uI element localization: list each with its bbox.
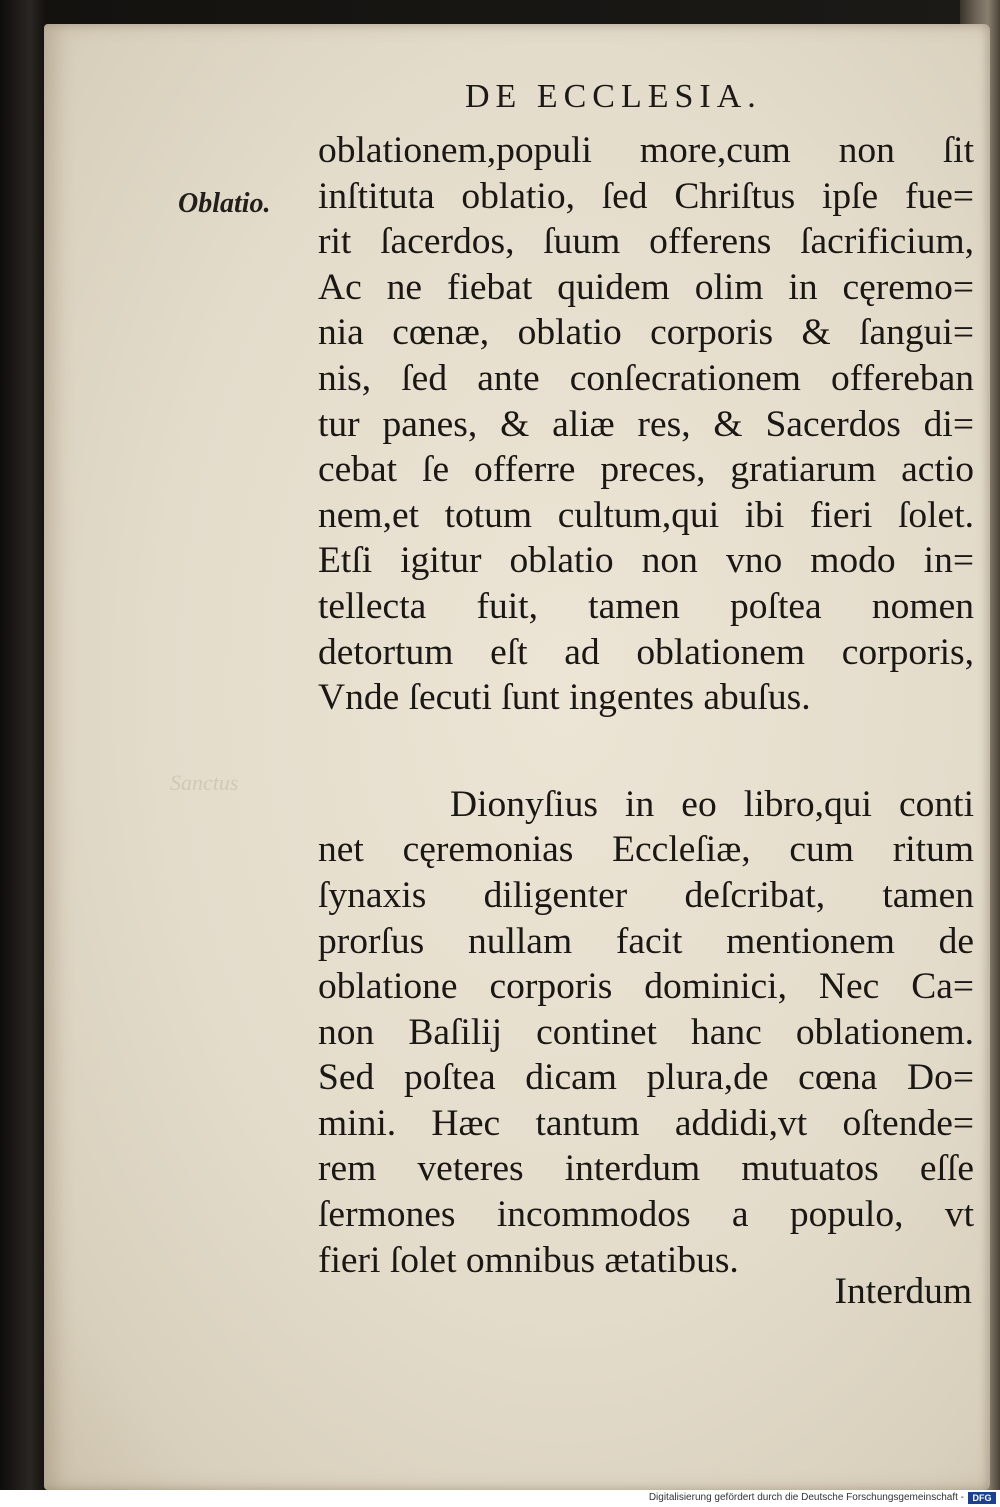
- funding-credit: Digitalisierung gefördert durch die Deutsche Forschungsgemeinschaft -: [648, 1492, 964, 1503]
- catchword: Interdum: [834, 1271, 972, 1312]
- bleed-through-text: Sanctus: [170, 770, 239, 795]
- dfg-logo-icon: DFG: [968, 1492, 996, 1504]
- text-line: detortum eſt ad oblationem corporis,: [318, 631, 974, 673]
- text-line: Etſi igitur oblatio non vno modo in=: [318, 540, 974, 582]
- text-line: Ac ne fiebat quidem olim in cęremo=: [318, 266, 974, 308]
- text-line: oblatione corporis dominici, Nec Ca=: [318, 966, 974, 1008]
- text-line: non Baſilij continet hanc oblationem.: [318, 1011, 974, 1053]
- marginal-note: Oblatio.: [178, 188, 271, 219]
- body-text: [318, 128, 974, 1283]
- text-line: Dionyſius in eo libro,qui conti: [450, 783, 974, 825]
- text-line: Sed poſtea dicam plura,de cœna Do=: [318, 1057, 974, 1099]
- paragraph-gap: [318, 721, 974, 782]
- text-line: net cęremonias Eccleſiæ, cum ritum: [318, 829, 974, 871]
- text-line: prorſus nullam facit mentionem de: [318, 920, 974, 962]
- text-line: tellecta fuit, tamen poſtea nomen: [318, 585, 974, 627]
- text-line: rem veteres interdum mutuatos eſſe: [318, 1148, 974, 1190]
- text-line: mini. Hæc tantum addidi,vt oſtende=: [318, 1102, 974, 1144]
- running-head: DE ECCLESIA.: [465, 78, 762, 115]
- text-line: tur panes, & aliæ res, & Sacerdos di=: [318, 403, 974, 445]
- text-line: Vnde ſecuti ſunt ingentes abuſus.: [318, 677, 811, 719]
- text-line: nis, ſed ante conſecrationem offereban: [318, 357, 974, 399]
- text-line: fieri ſolet omnibus ætatibus.: [318, 1239, 739, 1281]
- text-line: nem,et totum cultum,qui ibi fieri ſolet.: [318, 494, 974, 536]
- text-line: ſynaxis diligenter deſcribat, tamen: [318, 874, 974, 916]
- text-line: cebat ſe offerre preces, gratiarum actio: [318, 449, 974, 491]
- text-line: ſermones incommodos a populo, vt: [318, 1194, 974, 1236]
- text-line: nia cœnæ, oblatio corporis & ſangui=: [318, 312, 974, 354]
- text-line: inſtituta oblatio, ſed Chriſtus ipſe fue=: [318, 175, 974, 217]
- text-line: rit ſacerdos, ſuum offerens ſacrificium,: [318, 221, 974, 263]
- text-line: oblationem,populi more,cum non ſit: [318, 130, 974, 171]
